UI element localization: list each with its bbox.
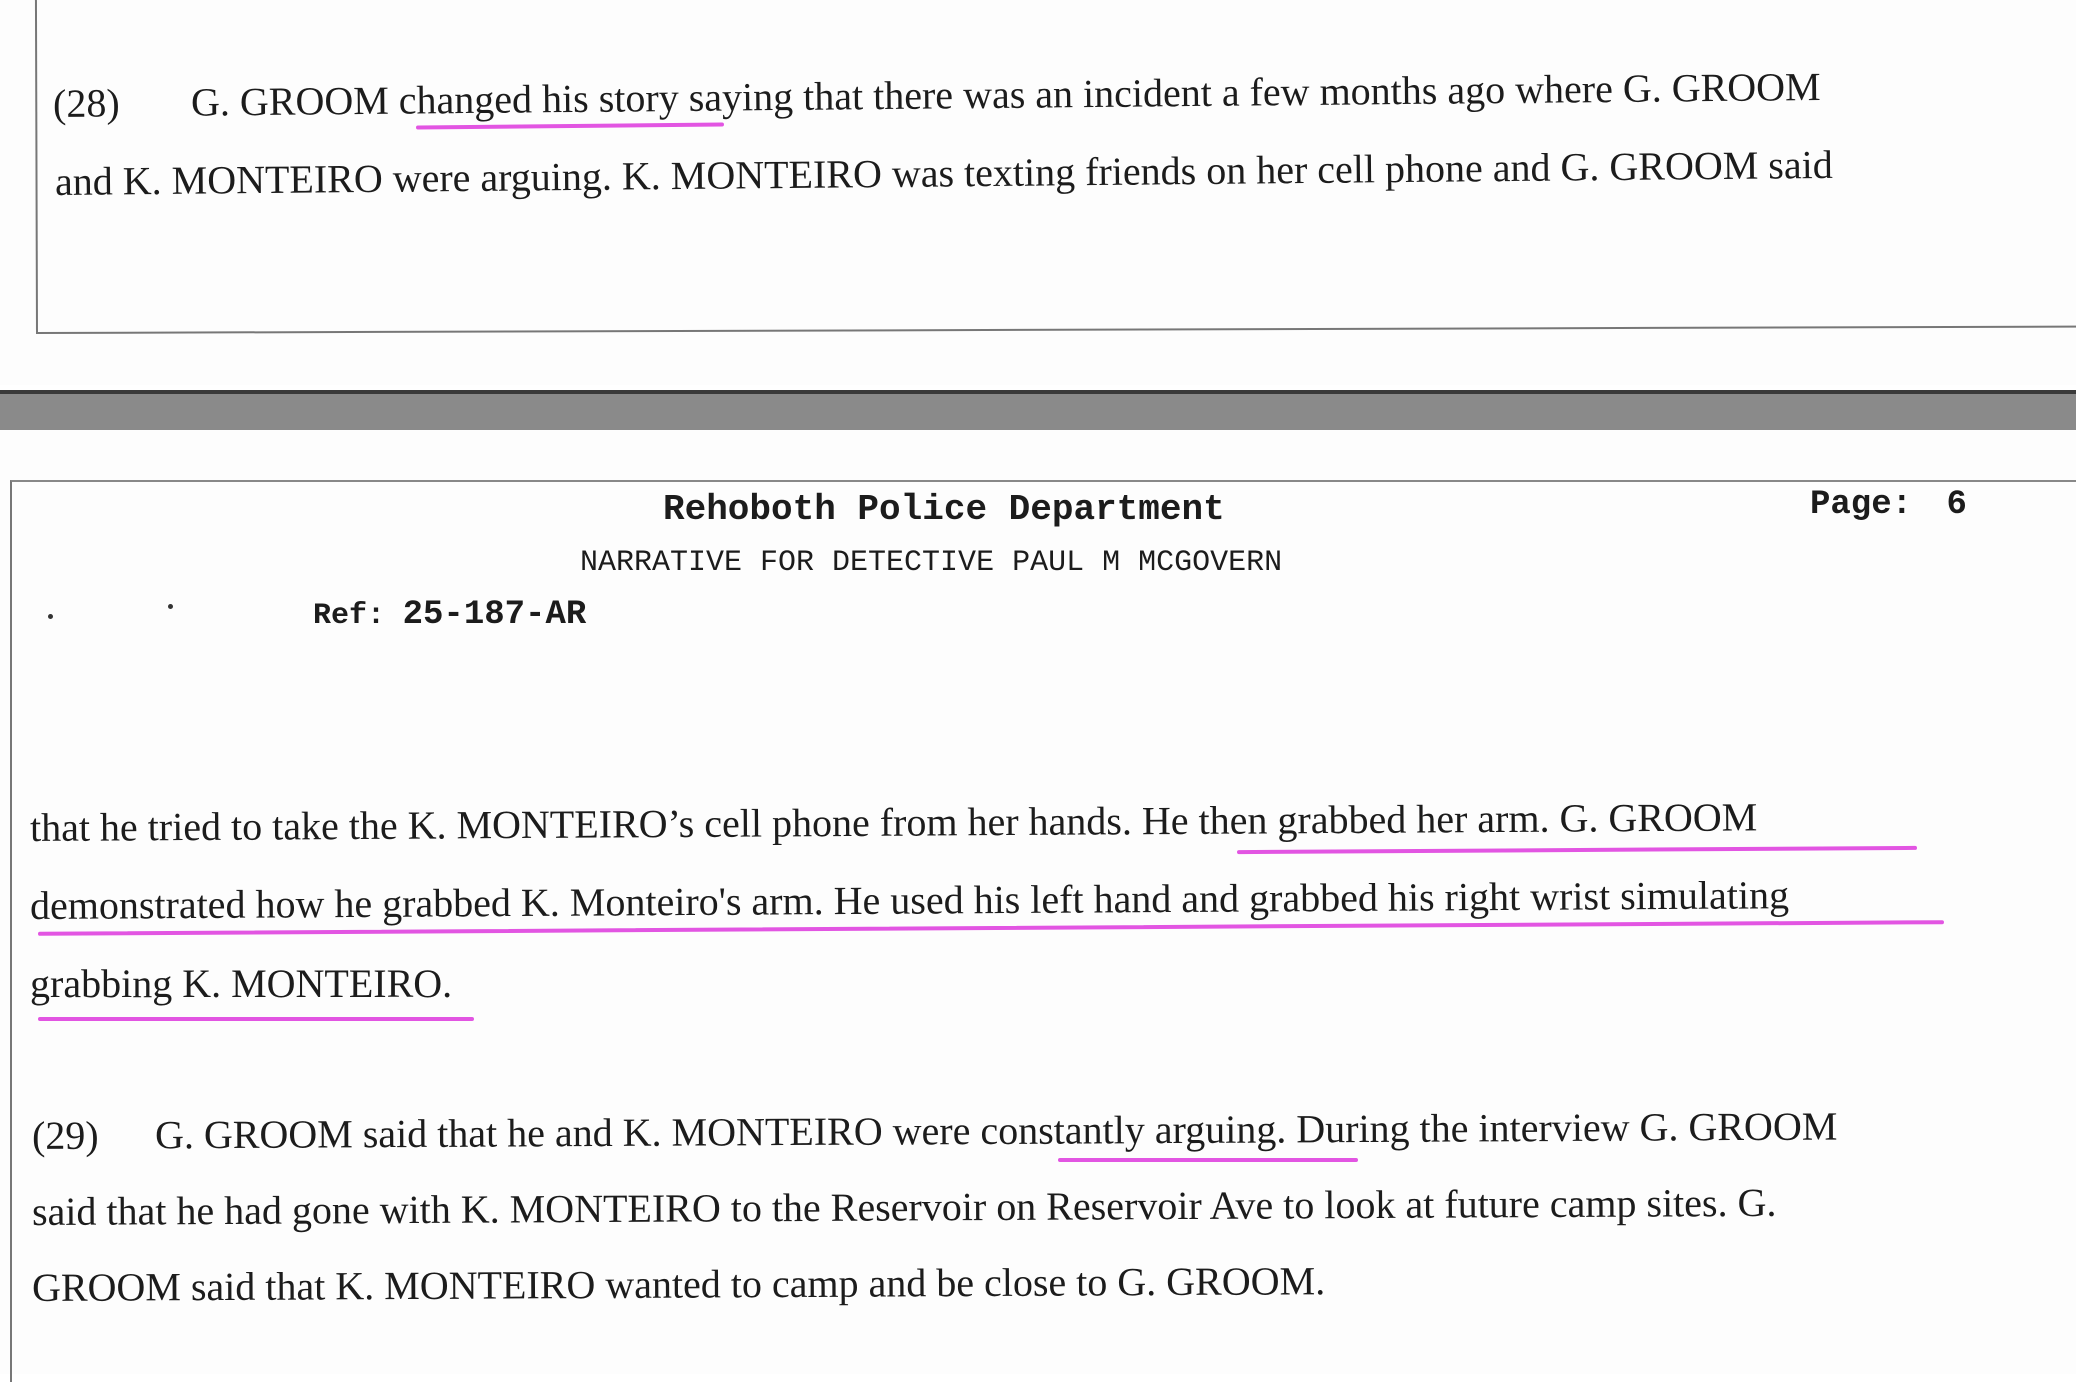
page-number-block bbox=[1810, 488, 1967, 522]
reference-block bbox=[313, 598, 586, 632]
paragraph-29-line-2: said that he had gone with K. MONTEIRO to the Reservoir on Reservoir Ave to look at future camp sites. G. bbox=[31, 1179, 1777, 1234]
page-divider bbox=[0, 390, 2076, 432]
paragraph-29-number: (29) bbox=[31, 1112, 99, 1158]
highlighted-phrase-grabbed-arm: He then grabbed her arm. G. GROOM bbox=[1141, 794, 1758, 844]
paragraph-28-text-c: saying that there was an incident a few months ago where G. GROOM bbox=[678, 64, 1821, 120]
paragraph-28-number: (28) bbox=[52, 80, 120, 126]
speck-mark bbox=[168, 604, 173, 609]
paragraph-28-line-2: and K. MONTEIRO were arguing. K. MONTEIRO was texting friends on her cell phone and G. GROOM said bbox=[54, 141, 1833, 204]
department-name: Rehoboth Police Department bbox=[663, 489, 1225, 530]
page-number: 6 bbox=[1946, 486, 1967, 524]
top-page-fragment bbox=[0, 0, 2076, 385]
paragraph-29-line-3: GROOM said that K. MONTEIRO wanted to camp and be close to G. GROOM. bbox=[31, 1258, 1326, 1310]
page-label: Page: bbox=[1810, 486, 1913, 524]
narrative-title: NARRATIVE FOR DETECTIVE PAUL M MCGOVERN bbox=[580, 546, 1283, 580]
paragraph-28-text-a: G. GROOM bbox=[190, 77, 399, 125]
highlighted-phrase-constantly-arguing: constantly arguing bbox=[980, 1106, 1277, 1154]
continuation-text-a: that he tried to take the K. MONTEIRO’s cell phone from her hands. bbox=[29, 798, 1143, 850]
continuation-line-3: grabbing K. MONTEIRO. bbox=[30, 961, 453, 1006]
highlighted-phrase-changed-story: changed his story bbox=[398, 74, 679, 123]
ref-label: Ref: bbox=[313, 599, 386, 633]
continuation-line-1 bbox=[29, 794, 1758, 850]
paragraph-29-text-c: . During the interview G. GROOM bbox=[1276, 1103, 1838, 1152]
underline-constantly-arguing bbox=[1058, 1158, 1358, 1162]
continuation-line-2: demonstrated how he grabbed K. Monteiro's arm. He used his left hand and grabbed his right wrist simulating bbox=[29, 872, 1790, 928]
speck-mark bbox=[48, 614, 53, 619]
paragraph-29-line-1 bbox=[31, 1103, 1838, 1158]
paragraph-29-text-a: G. GROOM said that he and K. MONTEIRO were bbox=[154, 1108, 981, 1158]
ref-number: 25-187-AR bbox=[402, 596, 587, 634]
report-page bbox=[0, 430, 2076, 1374]
underline-grabbing bbox=[38, 1017, 474, 1021]
